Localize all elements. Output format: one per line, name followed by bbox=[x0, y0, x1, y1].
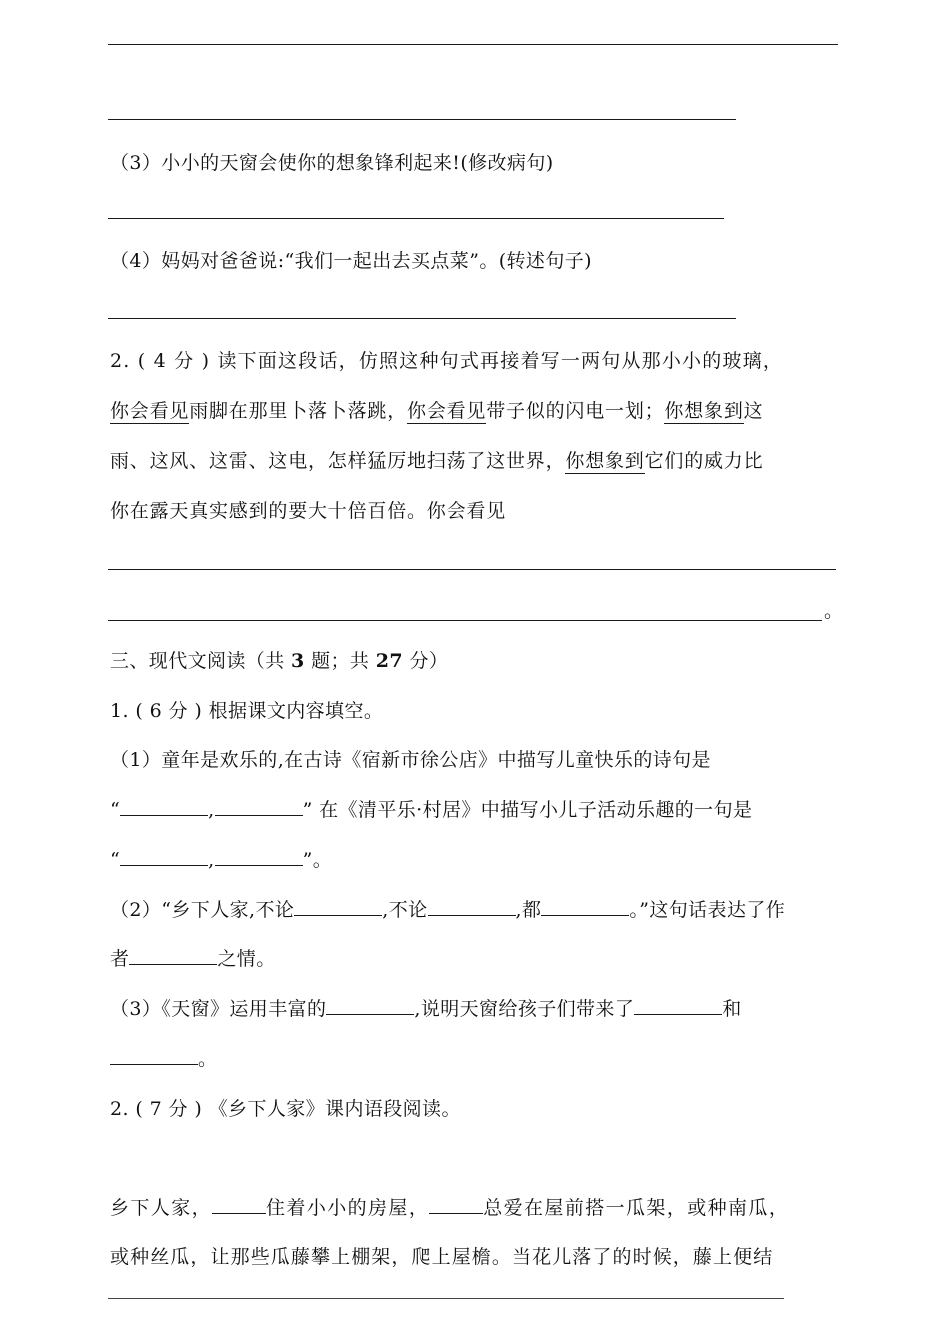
fill-blank[interactable] bbox=[215, 797, 303, 816]
question-3-2-heading: 2. ( 7 分 ) 《乡下人家》课内语段阅读。 bbox=[110, 1098, 461, 1120]
question-3-1-3-line-2: 。 bbox=[110, 1046, 217, 1072]
answer-line bbox=[108, 620, 822, 621]
fill-blank[interactable] bbox=[429, 1195, 483, 1214]
reading-passage-line-2: 或种丝瓜，让那些瓜藤攀上棚架，爬上屋檐。当花儿落了的时候，藤上便结 bbox=[110, 1246, 774, 1268]
sample-passage-line-3: 你在露天真实感到的要大十倍百倍。你会看见 bbox=[110, 500, 507, 522]
answer-line bbox=[108, 218, 724, 219]
fill-blank[interactable] bbox=[215, 847, 303, 866]
section-3-title: 三、现代文阅读（共 3 题；共 27 分） bbox=[110, 650, 449, 672]
question-3-1-1-line-1: （1）童年是欢乐的,在古诗《宿新市徐公店》中描写儿童快乐的诗句是 bbox=[110, 749, 711, 771]
answer-line bbox=[108, 318, 736, 319]
fill-blank[interactable] bbox=[326, 996, 414, 1015]
question-3-1-heading: 1. ( 6 分 ) 根据课文内容填空。 bbox=[110, 700, 384, 722]
question-2-4: （4）妈妈对爸爸说:“我们一起出去买点菜”。(转述句子) bbox=[110, 250, 592, 272]
fill-blank[interactable] bbox=[428, 897, 516, 916]
fill-blank[interactable] bbox=[120, 797, 208, 816]
question-3-1-2-line-1: （2）“乡下人家,不论 ,不论 ,都 。”这句话表达了作 bbox=[110, 899, 786, 921]
answer-line bbox=[108, 569, 836, 570]
fill-blank[interactable] bbox=[110, 1046, 198, 1065]
question-3-1-1-line-2: “ , ” 在《清平乐·村居》中描写小儿子活动乐趣的一句是 bbox=[110, 799, 753, 821]
question-3-1-1-line-3: “ , ”。 bbox=[110, 849, 333, 871]
sample-passage-line-1: 你会看见雨脚在那里卜落卜落跳，你会看见带子似的闪电一划；你想象到这 bbox=[110, 400, 764, 422]
answer-line bbox=[108, 119, 736, 120]
answer-line bbox=[108, 44, 838, 45]
period-mark: 。 bbox=[824, 600, 844, 622]
underlined-phrase: 你会看见 bbox=[407, 400, 487, 422]
question-2-2-heading: 2. ( 4 分 ) 读下面这段话，仿照这种句式再接着写一两句从那小小的玻璃， bbox=[110, 350, 784, 372]
fill-blank[interactable] bbox=[129, 946, 217, 965]
fill-blank[interactable] bbox=[634, 996, 722, 1015]
question-2-3: （3）小小的天窗会使你的想象锋利起来!(修改病句) bbox=[110, 152, 554, 174]
underlined-phrase: 你想象到 bbox=[664, 400, 744, 422]
underlined-phrase: 你想象到 bbox=[565, 450, 645, 472]
underlined-phrase: 你会看见 bbox=[110, 400, 190, 422]
fill-blank[interactable] bbox=[294, 897, 382, 916]
question-3-1-3-line-1: （3）《天窗》运用丰富的 ,说明天窗给孩子们带来了 和 bbox=[110, 998, 742, 1020]
sample-passage-line-2: 雨、这风、这雷、这电，怎样猛厉地扫荡了这世界，你想象到它们的威力比 bbox=[110, 450, 764, 472]
question-3-1-2-line-2: 者 之情。 bbox=[110, 948, 276, 970]
page-bottom-rule bbox=[108, 1298, 784, 1299]
fill-blank[interactable] bbox=[120, 847, 208, 866]
fill-blank[interactable] bbox=[541, 897, 629, 916]
reading-passage-line-1: 乡下人家， 住着小小的房屋， 总爱在屋前搭一瓜架，或种南瓜， bbox=[110, 1197, 790, 1219]
fill-blank[interactable] bbox=[212, 1195, 266, 1214]
